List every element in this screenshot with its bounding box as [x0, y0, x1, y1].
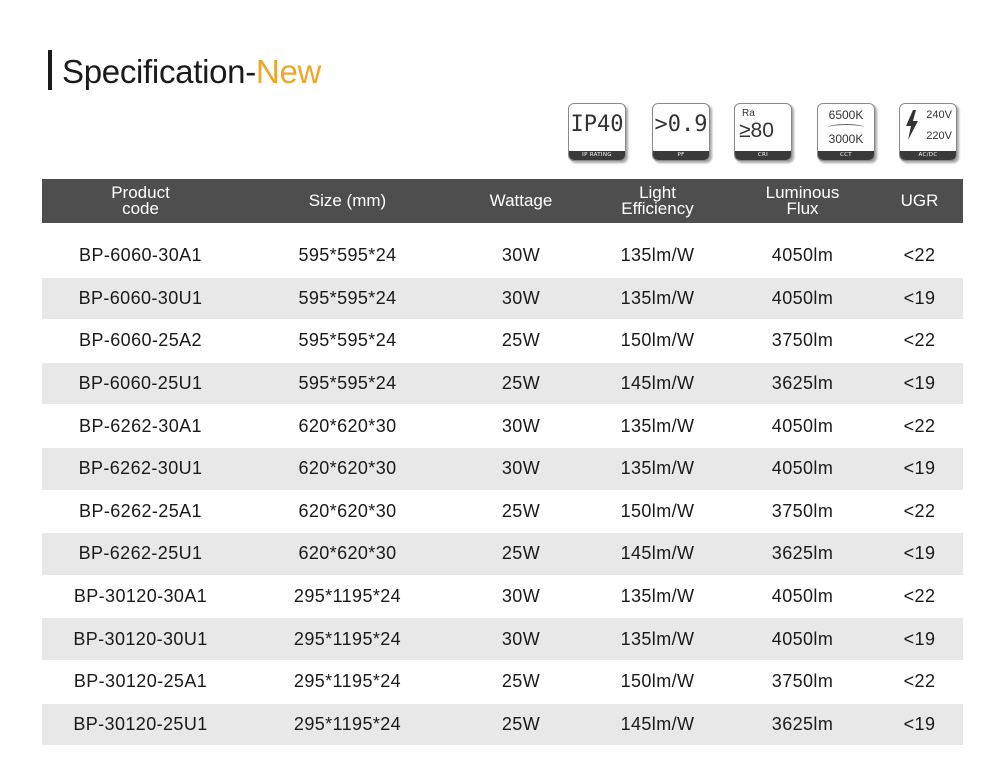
cell-wattage: 25W [456, 660, 586, 703]
table-row [42, 533, 963, 576]
cell-light-efficiency: 150lm/W [586, 490, 729, 533]
cri-ra: Ra [742, 108, 755, 119]
cell-size: 620*620*30 [239, 447, 456, 490]
cell-light-efficiency: 135lm/W [586, 618, 729, 661]
cell-size: 620*620*30 [239, 405, 456, 448]
cell-luminous-flux: 3625lm [729, 533, 876, 576]
cell-luminous-flux: 4050lm [729, 575, 876, 618]
cell-ugr: <19 [876, 703, 963, 746]
cell-light-efficiency: 135lm/W [586, 575, 729, 618]
table-row [42, 235, 963, 277]
ip-rating-label: IP RATING [569, 151, 625, 160]
cell-light-efficiency: 135lm/W [586, 405, 729, 448]
cell-wattage: 30W [456, 447, 586, 490]
cell-ugr: <22 [876, 660, 963, 703]
cri-label: CRI [735, 151, 791, 160]
cell-light-efficiency: 135lm/W [586, 277, 729, 320]
cell-light-efficiency: 150lm/W [586, 660, 729, 703]
cell-wattage: 25W [456, 320, 586, 363]
cell-product-code: BP-30120-30A1 [42, 575, 239, 618]
cell-luminous-flux: 4050lm [729, 405, 876, 448]
cell-size: 295*1195*24 [239, 703, 456, 746]
table-row [42, 490, 963, 533]
voltage-icon [899, 103, 957, 161]
table-row [42, 405, 963, 448]
cell-size: 595*595*24 [239, 277, 456, 320]
header-light-efficiency: Light Efficiency [586, 179, 729, 223]
cell-luminous-flux: 4050lm [729, 235, 876, 277]
cell-ugr: <19 [876, 277, 963, 320]
cri-icon [734, 103, 792, 161]
spec-badges [0, 103, 1000, 163]
cell-product-code: BP-6262-25U1 [42, 533, 239, 576]
cell-wattage: 30W [456, 277, 586, 320]
voltage-label: AC/DC [900, 151, 956, 160]
header-size: Size (mm) [239, 179, 456, 223]
cell-luminous-flux: 4050lm [729, 618, 876, 661]
cell-product-code: BP-6262-30U1 [42, 447, 239, 490]
cell-luminous-flux: 3750lm [729, 490, 876, 533]
cell-wattage: 25W [456, 490, 586, 533]
cell-product-code: BP-30120-30U1 [42, 618, 239, 661]
cell-product-code: BP-6262-30A1 [42, 405, 239, 448]
ip-rating-value: IP40 [570, 112, 624, 137]
cell-product-code: BP-6060-30A1 [42, 235, 239, 277]
cell-ugr: <22 [876, 575, 963, 618]
cell-wattage: 30W [456, 575, 586, 618]
cell-ugr: <19 [876, 447, 963, 490]
cct-high: 6500K [828, 108, 864, 122]
cell-size: 295*1195*24 [239, 618, 456, 661]
cell-luminous-flux: 3625lm [729, 362, 876, 405]
cell-product-code: BP-6060-30U1 [42, 277, 239, 320]
cell-ugr: <22 [876, 320, 963, 363]
cell-wattage: 30W [456, 235, 586, 277]
cell-light-efficiency: 145lm/W [586, 703, 729, 746]
cell-light-efficiency: 145lm/W [586, 533, 729, 576]
cell-product-code: BP-30120-25U1 [42, 703, 239, 746]
cell-product-code: BP-6262-25A1 [42, 490, 239, 533]
table-row [42, 362, 963, 405]
cell-luminous-flux: 4050lm [729, 447, 876, 490]
table-row [42, 618, 963, 661]
cell-wattage: 30W [456, 618, 586, 661]
table-header-row [42, 179, 963, 223]
cct-label: CCT [818, 151, 874, 160]
cell-wattage: 30W [456, 405, 586, 448]
cell-luminous-flux: 3625lm [729, 703, 876, 746]
table-row [42, 575, 963, 618]
table-row [42, 703, 963, 746]
cell-product-code: BP-30120-25A1 [42, 660, 239, 703]
ip-rating-icon [568, 103, 626, 161]
cct-arc [828, 124, 864, 131]
cell-wattage: 25W [456, 362, 586, 405]
cell-size: 295*1195*24 [239, 660, 456, 703]
cell-light-efficiency: 150lm/W [586, 320, 729, 363]
cell-size: 595*595*24 [239, 235, 456, 277]
cell-luminous-flux: 4050lm [729, 277, 876, 320]
cell-ugr: <22 [876, 405, 963, 448]
cell-size: 595*595*24 [239, 320, 456, 363]
cell-size: 620*620*30 [239, 533, 456, 576]
cell-wattage: 25W [456, 533, 586, 576]
specification-table [42, 179, 963, 746]
cell-size: 620*620*30 [239, 490, 456, 533]
voltage-low: 220V [926, 130, 952, 142]
cell-light-efficiency: 145lm/W [586, 362, 729, 405]
power-factor-label: PF [653, 151, 709, 160]
header-ugr: UGR [876, 179, 963, 223]
cell-luminous-flux: 3750lm [729, 660, 876, 703]
cell-product-code: BP-6060-25U1 [42, 362, 239, 405]
voltage-high: 240V [926, 109, 952, 121]
cct-low: 3000K [828, 132, 864, 146]
page-title [62, 52, 321, 92]
cct-icon [817, 103, 875, 161]
title-main: Specification- [62, 53, 256, 90]
cell-luminous-flux: 3750lm [729, 320, 876, 363]
cell-light-efficiency: 135lm/W [586, 447, 729, 490]
table-row [42, 277, 963, 320]
cell-ugr: <22 [876, 235, 963, 277]
header-product-code: Product code [42, 179, 239, 223]
power-factor-icon [652, 103, 710, 161]
title-accent: New [255, 53, 322, 90]
title-accent-bar [48, 50, 52, 90]
cell-ugr: <19 [876, 362, 963, 405]
cell-ugr: <22 [876, 490, 963, 533]
header-wattage: Wattage [456, 179, 586, 223]
cell-ugr: <19 [876, 618, 963, 661]
cell-ugr: <19 [876, 533, 963, 576]
cell-size: 295*1195*24 [239, 575, 456, 618]
table-row [42, 447, 963, 490]
table-row [42, 660, 963, 703]
power-factor-value: >0.9 [654, 112, 708, 137]
cell-wattage: 25W [456, 703, 586, 746]
cell-size: 595*595*24 [239, 362, 456, 405]
lightning-bolt-icon [905, 110, 919, 140]
table-row [42, 320, 963, 363]
cell-light-efficiency: 135lm/W [586, 235, 729, 277]
cri-value: ≥80 [739, 119, 774, 142]
header-luminous-flux: Luminous Flux [729, 179, 876, 223]
cell-product-code: BP-6060-25A2 [42, 320, 239, 363]
